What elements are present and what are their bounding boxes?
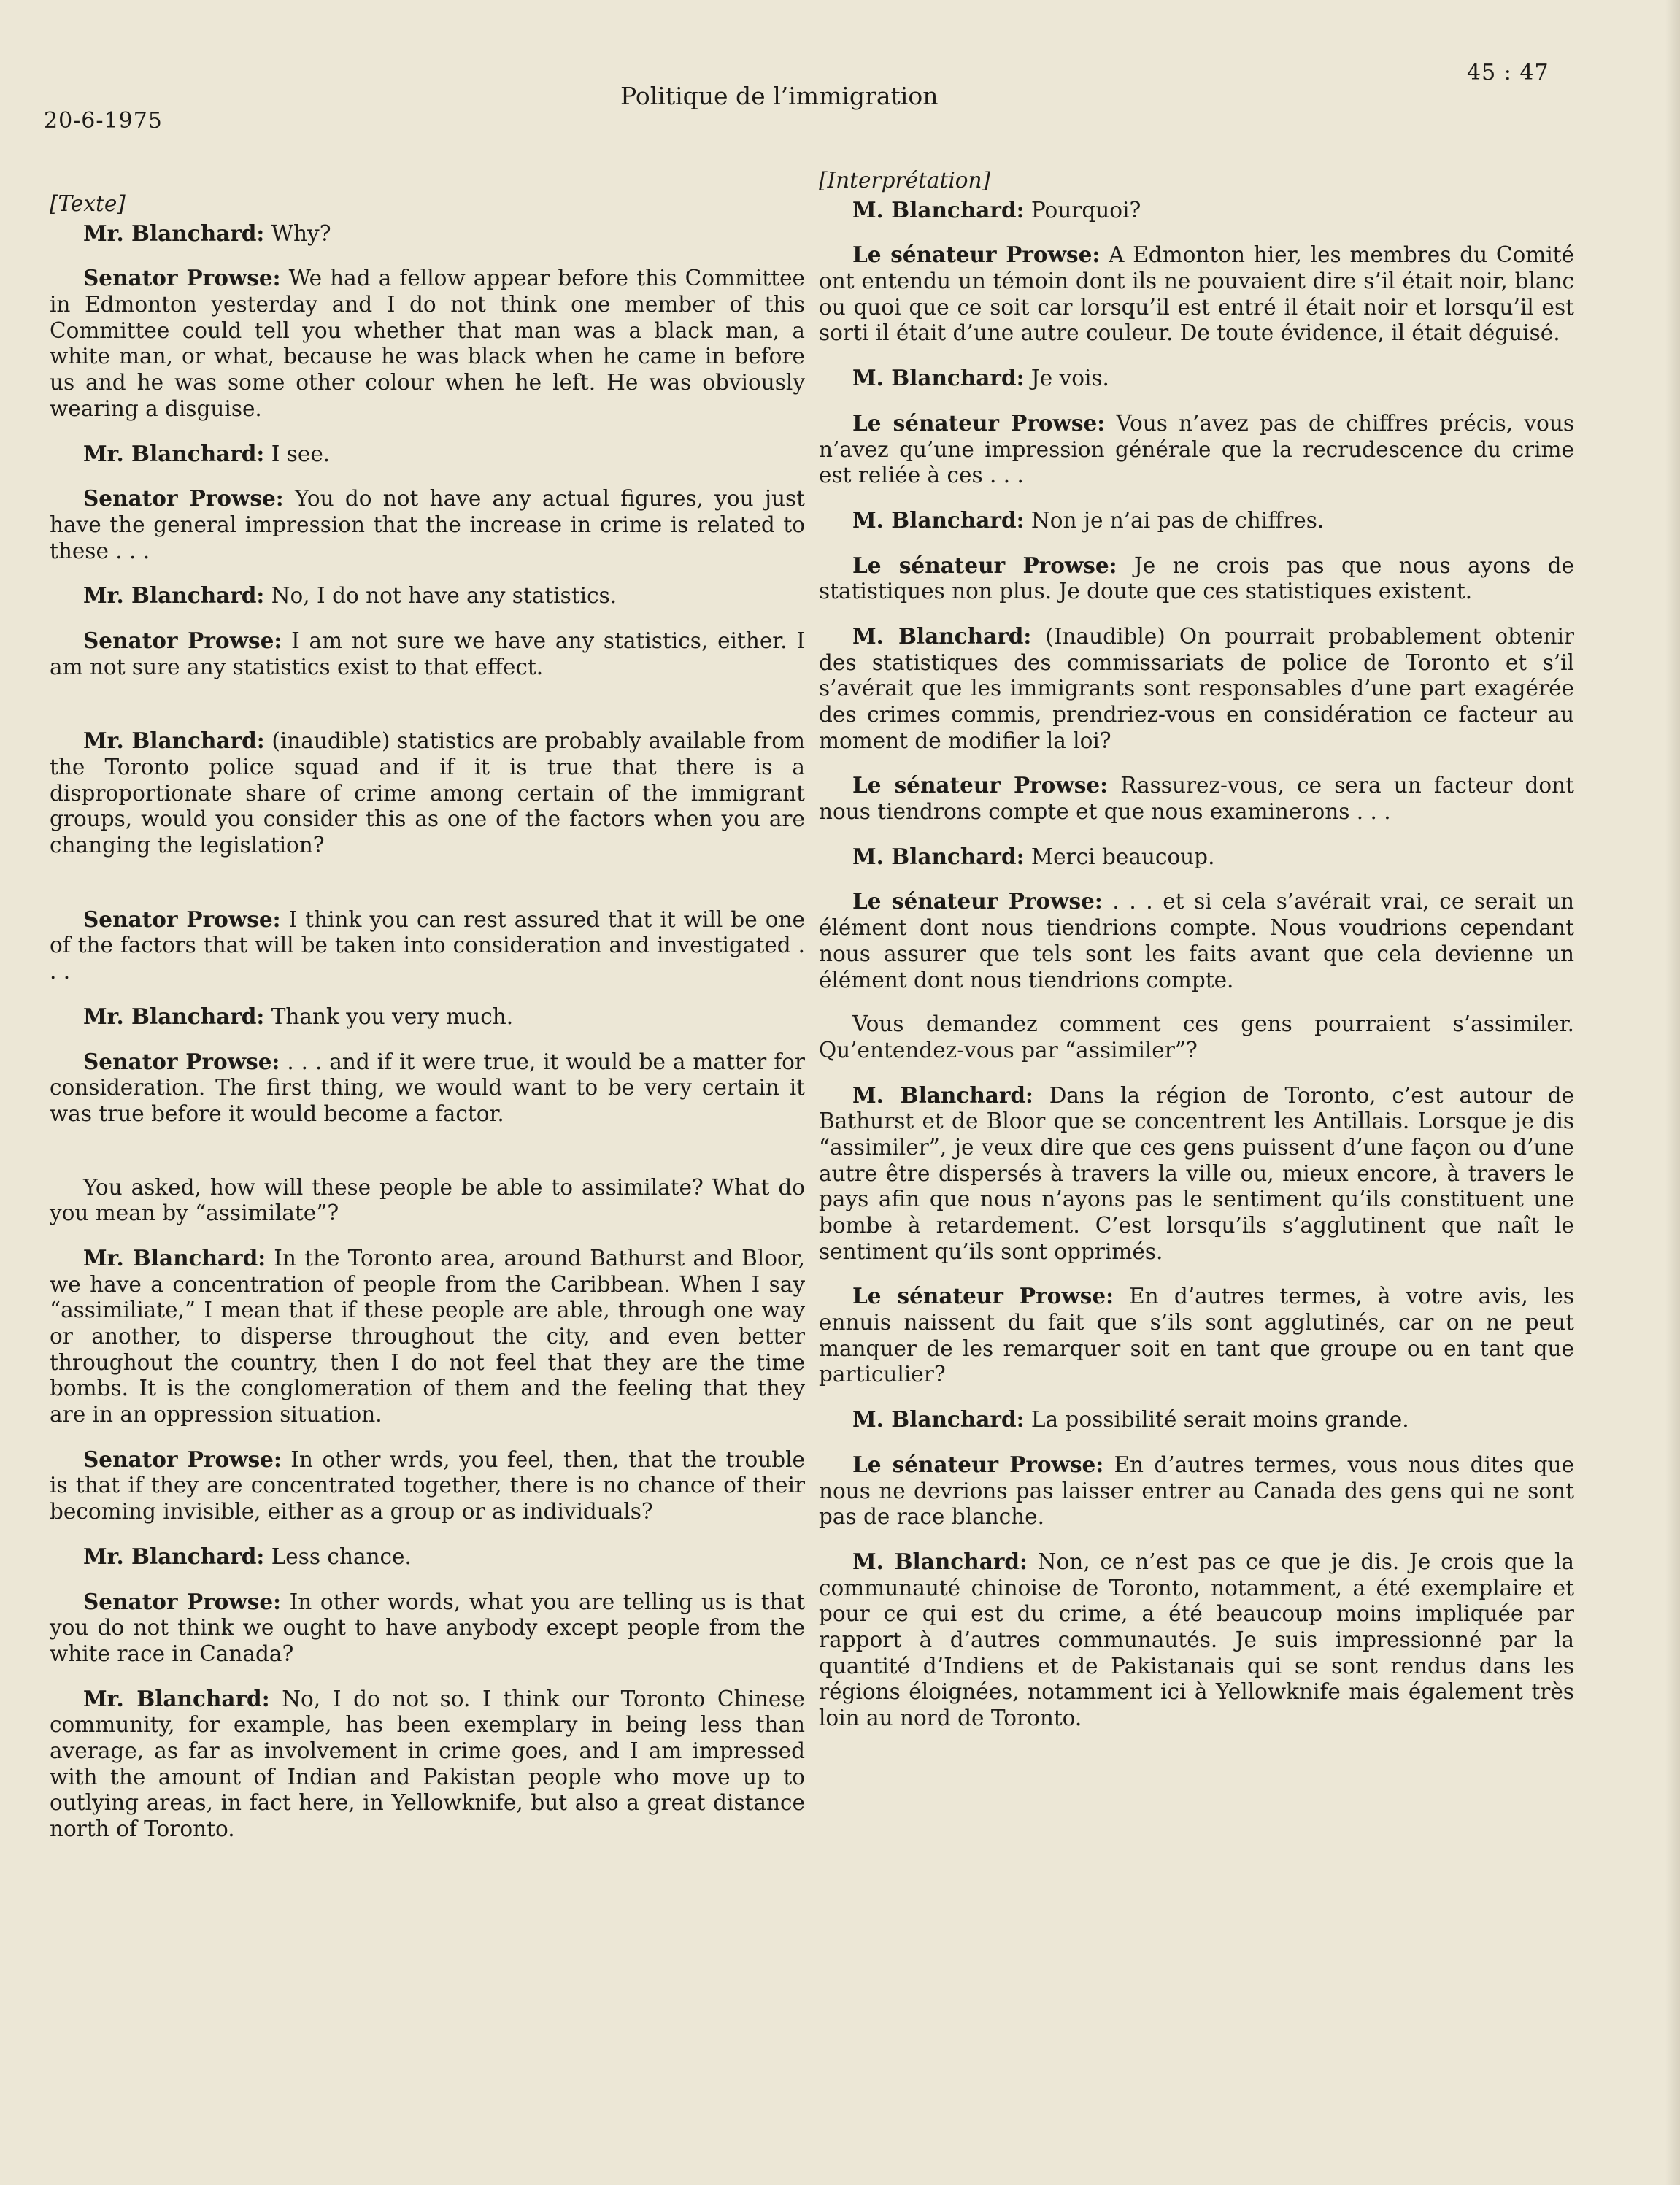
- speech-text: In other wrds, you feel, then, that the trouble is that if they are concentrated together, there is no chance of their becoming invisible, either as a group or as individuals?: [50, 1446, 805, 1525]
- page-title: Politique de l’immigration: [620, 82, 939, 110]
- speaker-name: Le sénateur Prowse:: [852, 888, 1103, 914]
- speaker-name: M. Blanchard:: [852, 623, 1032, 649]
- speech-text: In the Toronto area, around Bathurst and Bloor, we have a concentration of people from the Caribbean. When I say “assimiliate,” I mean that if these people are able, through one way or another, to disperse throughout the city, and even better throughout the country, then I do not feel that they are the time bombs. It is the conglomeration of them and the feeling that they are in an oppression situation.: [50, 1245, 805, 1427]
- french-column-label: [Interprétation]: [819, 168, 991, 193]
- speaker-name: Mr. Blanchard:: [83, 220, 265, 246]
- speech-text: Vous n’avez pas de chiffres précis, vous n’avez qu’une impression générale que la recrudescence du crime est reliée à ces . . .: [819, 410, 1574, 488]
- transcript-paragraph: [819, 1283, 1574, 1388]
- speaker-name: M. Blanchard:: [852, 365, 1025, 391]
- speech-text: I am not sure we have any statistics, either. I am not sure any statistics exist to that effect.: [50, 628, 805, 679]
- speech-text: La possibilité serait moins grande.: [1030, 1407, 1409, 1433]
- speaker-name: M. Blanchard:: [852, 1548, 1028, 1574]
- speech-text: We had a fellow appear before this Committee in Edmonton yesterday and I do not think one member of this Committee could tell you whether that man was a black man, a white man, or what, because he was black when he came in before us and he was some other colour when he left. He was obviously wearing a disguise.: [50, 266, 805, 421]
- speaker-name: Senator Prowse:: [83, 265, 281, 291]
- page-date: 20-6-1975: [44, 108, 163, 134]
- speech-text: (inaudible) statistics are probably available from the Toronto police squad and if it is true that there is a disproportionate share of crime among certain of the immigrant groups, would you consider this as one of the factors when you are changing the legislation?: [50, 728, 805, 858]
- transcript-paragraph: [50, 1686, 805, 1843]
- speaker-name: Le sénateur Prowse:: [852, 1283, 1114, 1309]
- transcript-paragraph: [819, 1011, 1574, 1063]
- transcript-paragraph: [50, 441, 805, 468]
- speaker-name: Senator Prowse:: [83, 485, 284, 512]
- speech-text: No, I do not so. I think our Toronto Chinese community, for example, has been exemplary in being less than average, as far as involvement in crime goes, and I am impressed with the amount of Indian and Pakistan people who move up to outlying areas, in fact here, in Yellowknife, but also a great distance north of Toronto.: [50, 1686, 805, 1841]
- transcript-paragraph: [50, 1544, 805, 1571]
- speech-text: Je ne crois pas que nous ayons de statistiques non plus. Je doute que ces statistiques existent.: [819, 552, 1574, 604]
- speaker-name: Senator Prowse:: [83, 1588, 282, 1614]
- speaker-name: M. Blanchard:: [852, 506, 1025, 533]
- speech-text: . . . et si cela s’avérait vrai, ce serait un élément dont nous tiendrions compte. Nous voudrions cependant nous assurer que tels sont les faits avant que cela devienne un élément dont nous tiendrions compte.: [819, 889, 1574, 993]
- transcript-paragraph: [819, 410, 1574, 489]
- speech-text: En d’autres termes, à votre avis, les ennuis naissent du fait que s’ils sont agglutinés, car on ne peut manquer de les remarquer soit en tant que groupe ou en tant que particulier?: [819, 1284, 1574, 1387]
- transcript-paragraph: [50, 728, 805, 858]
- transcript-paragraph: [819, 772, 1574, 825]
- speaker-name: Senator Prowse:: [83, 1446, 282, 1472]
- speaker-name: Mr. Blanchard:: [83, 1685, 270, 1711]
- speech-text: No, I do not have any statistics.: [271, 583, 617, 609]
- speaker-name: Mr. Blanchard:: [83, 582, 265, 609]
- speech-text: Dans la région de Toronto, c’est autour de Bathurst et de Bloor que se concentrent les Antillais. Lorsque je dis “assimiler”, je veux dire que ces gens puissent d’une façon ou d’une autre être dispersés à travers la ville ou, mieux encore, à travers le pays afin que nous n’ayons pas le sentiment qu’ils constituent une bombe à retardement. C’est lorsqu’ils s’agglutinent que naît le sentiment qu’ils sont opprimés.: [819, 1082, 1574, 1264]
- speaker-name: Le sénateur Prowse:: [852, 552, 1117, 578]
- speech-text: A Edmonton hier, les membres du Comité ont entendu un témoin dont ils ne pouvaient dire s’il était noir, blanc ou quoi que ce soit car lorsqu’il est entré il était noir et lorsqu’il est sorti il était d’une autre couleur. De toute évidence, il était déguisé.: [819, 242, 1574, 346]
- speaker-name: Le sénateur Prowse:: [852, 1451, 1104, 1477]
- speaker-name: M. Blanchard:: [852, 843, 1025, 869]
- transcript-paragraph: [819, 1406, 1574, 1433]
- english-column-label: [Texte]: [50, 191, 126, 216]
- speech-text: Non, ce n’est pas ce que je dis. Je crois que la communauté chinoise de Toronto, notamment, a été exemplaire et pour ce qui est du crime, a été beaucoup moins impliquée par rapport à d’autres communautés. Je suis impressionné par la quantité d’Indiens et de Pakistanais qui se sont rendus dans les régions éloignées, notamment ici à Yellowknife mais également très loin au nord de Toronto.: [819, 1549, 1574, 1730]
- transcript-paragraph: [50, 628, 805, 680]
- transcript-paragraph: [50, 1245, 805, 1428]
- speaker-name: Le sénateur Prowse:: [852, 409, 1106, 436]
- transcript-paragraph: [50, 1175, 805, 1227]
- speaker-name: M. Blanchard:: [852, 196, 1025, 223]
- transcript-paragraph: [50, 1589, 805, 1668]
- speaker-name: M. Blanchard:: [852, 1406, 1025, 1433]
- transcript-paragraph: [819, 1082, 1574, 1265]
- speaker-name: Le sénateur Prowse:: [852, 242, 1101, 268]
- transcript-paragraph: [819, 197, 1574, 224]
- page-edge: [1665, 0, 1680, 2185]
- speech-text: I think you can rest assured that it will be one of the factors that will be taken into consideration and investigated . . .: [50, 906, 805, 984]
- speaker-name: Mr. Blanchard:: [83, 1244, 266, 1271]
- speaker-name: Mr. Blanchard:: [83, 728, 265, 754]
- transcript-paragraph: [819, 242, 1574, 347]
- speaker-name: Le sénateur Prowse:: [852, 772, 1109, 798]
- speech-text: You asked, how will these people be able to assimilate? What do you mean by “assimilate”?: [50, 1174, 805, 1226]
- transcript-paragraph: [819, 844, 1574, 871]
- french-column: [819, 168, 1574, 1750]
- transcript-paragraph: [50, 265, 805, 422]
- transcript-paragraph: [819, 552, 1574, 605]
- speech-text: (Inaudible) On pourrait probablement obtenir des statistiques des commissariats de police de Toronto et s’il s’avérait que les immigrants sont responsables d’une part exagérée des crimes commis, prendriez-vous en considération ce facteur au moment de modifier la loi?: [819, 623, 1574, 753]
- speech-text: In other words, what you are telling us is that you do not think we ought to have anybody except people from the white race in Canada?: [50, 1589, 805, 1666]
- speech-text: En d’autres termes, vous nous dites que nous ne devrions pas laisser entrer au Canada des gens qui ne sont pas de race blanche.: [819, 1452, 1574, 1530]
- transcript-paragraph: [819, 888, 1574, 993]
- speech-text: Non je n’ai pas de chiffres.: [1030, 507, 1325, 533]
- speaker-name: Senator Prowse:: [83, 906, 281, 932]
- speech-text: Pourquoi?: [1030, 197, 1141, 223]
- speaker-name: Mr. Blanchard:: [83, 440, 265, 466]
- transcript-paragraph: [50, 582, 805, 609]
- transcript-paragraph: [819, 507, 1574, 534]
- paragraph-gap: [50, 698, 805, 728]
- transcript-paragraph: [50, 1049, 805, 1128]
- speaker-name: M. Blanchard:: [852, 1082, 1033, 1108]
- transcript-paragraph: [50, 485, 805, 564]
- speaker-name: Mr. Blanchard:: [83, 1543, 265, 1569]
- speech-text: Merci beaucoup.: [1030, 844, 1215, 869]
- speech-text: Je vois.: [1030, 366, 1109, 391]
- english-column: [50, 191, 805, 1861]
- speaker-name: Senator Prowse:: [83, 627, 282, 653]
- page-number: 45 : 47: [1467, 60, 1549, 85]
- speech-text: Vous demandez comment ces gens pourraient s’assimiler. Qu’entendez-vous par “assimiler”?: [819, 1011, 1574, 1063]
- transcript-paragraph: [50, 1003, 805, 1030]
- speaker-name: Senator Prowse:: [83, 1048, 280, 1074]
- transcript-paragraph: [50, 220, 805, 247]
- speech-text: Less chance.: [271, 1544, 412, 1569]
- speech-text: Thank you very much.: [271, 1003, 514, 1029]
- speech-text: You do not have any actual figures, you just have the general impression that the increase in crime is related to these . . .: [50, 486, 805, 563]
- speech-text: I see.: [271, 441, 331, 466]
- transcript-paragraph: [50, 1446, 805, 1525]
- speech-text: . . . and if it were true, it would be a matter for consideration. The first thing, we would want to be very certain it was true before it would become a factor.: [50, 1049, 805, 1126]
- paragraph-gap: [50, 1146, 805, 1175]
- transcript-paragraph: [50, 906, 805, 985]
- transcript-paragraph: [819, 1549, 1574, 1732]
- speech-text: Why?: [271, 220, 331, 246]
- speech-text: Rassurez-vous, ce sera un facteur dont nous tiendrons compte et que nous examinerons . . .: [819, 773, 1574, 825]
- speaker-name: Mr. Blanchard:: [83, 1003, 265, 1029]
- paragraph-gap: [50, 877, 805, 906]
- transcript-paragraph: [819, 1452, 1574, 1530]
- transcript-paragraph: [819, 623, 1574, 754]
- transcript-paragraph: [819, 365, 1574, 392]
